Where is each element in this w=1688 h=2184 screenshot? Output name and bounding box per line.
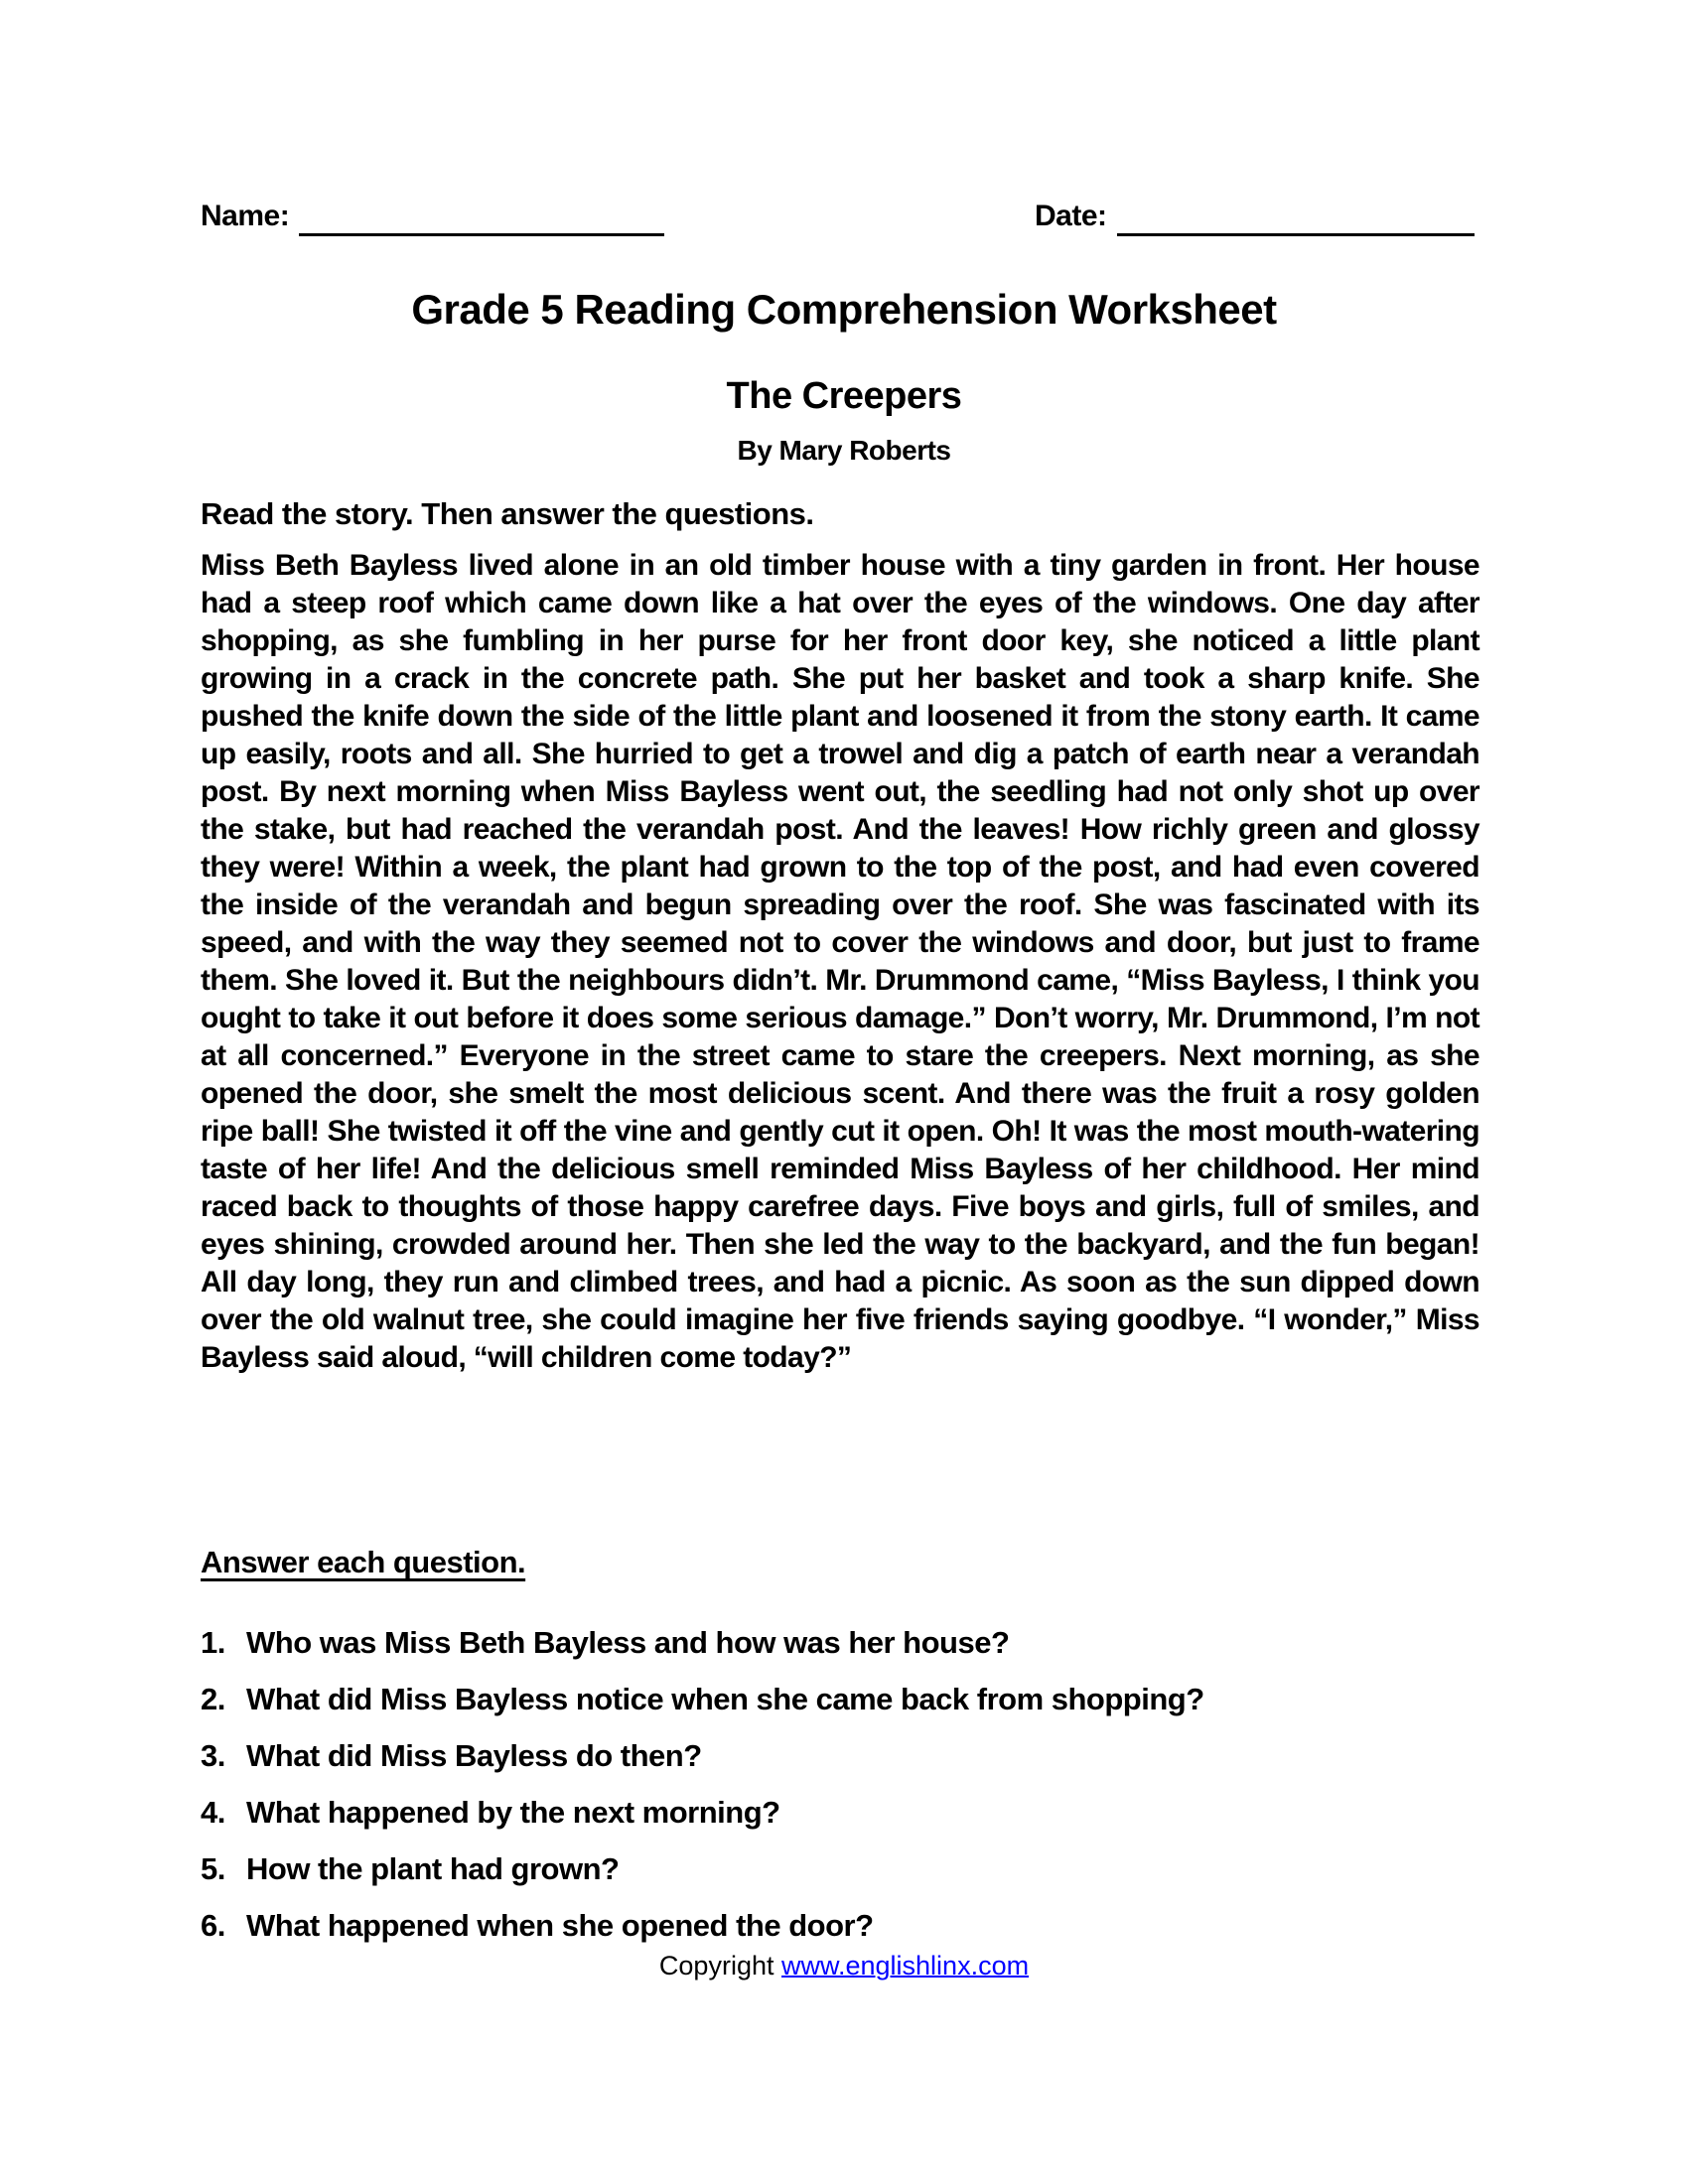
question-row-5 — [201, 1852, 1479, 1885]
answer-heading: Answer each question. — [201, 1545, 526, 1579]
question-text: Who was Miss Beth Bayless and how was her house? — [246, 1625, 1010, 1660]
copyright-link[interactable]: www.englishlinx.com — [780, 1951, 1030, 1980]
story-byline: By Mary Roberts — [737, 435, 951, 466]
footer — [0, 1951, 1688, 1981]
question-list — [201, 1626, 1479, 1966]
story-text: Miss Beth Bayless lived alone in an old timber house with a tiny garden in front. Her house had a steep roof which came down like a hat over the eyes of the windows. One day after shopping, as she fumbling in her purse for her front door key, she noticed a little plant growing in a crack in the concrete path. She put her basket and took a sharp knife. She pushed the knife down the side of the little plant and loosened it from the stony earth. It came up easily, roots and all. She hurried to get a trowel and dig a patch of earth near a verandah post. By next morning when Miss Bayless went out, the seedling had not only shot up over the stake, but had reached the verandah post. And the leaves! How richly green and glossy they were! Within a week, the plant had grown to the top of the post, and had even covered the inside of the verandah and begun spreading over the roof. She was fascinated with its speed, and with the way they seemed not to cover the windows and door, but just to frame them. She loved it. But the neighbours didn’t. Mr. Drummond came, “Miss Bayless, I think you ought to take it out before it does some serious damage.” Don’t worry, Mr. Drummond, I’m not at all concerned.” Everyone in the street came to stare the creepers. Next morning, as she opened the door, she smelt the most delicious scent. And there was the fruit a rosy golden ripe ball! She twisted it off the vine and gently cut it open. Oh! It was the most mouth-watering taste of her life! And the delicious smell reminded Miss Bayless of her childhood. Her mind raced back to thoughts of those happy carefree days. Five boys and girls, full of smiles, and eyes shining, crowded around her. Then she led the way to the backyard, and the fun began! All day long, they run and climbed trees, and had a picnic. As soon as the sun dipped down over the old walnut tree, she could imagine her five friends saying goodbye. “I wonder,” Miss Bayless said aloud, “will children come today?” — [201, 549, 1479, 1374]
question-text: How the plant had grown? — [246, 1851, 620, 1886]
date-label: Date: — [1035, 200, 1107, 232]
question-number: 6. — [201, 1908, 225, 1943]
question-text: What happened by the next morning? — [246, 1795, 780, 1830]
question-number: 1. — [201, 1625, 225, 1660]
date-blank-line[interactable] — [1117, 197, 1475, 236]
worksheet-title: Grade 5 Reading Comprehension Worksheet — [411, 286, 1277, 333]
name-blank-line[interactable] — [299, 197, 664, 236]
question-text: What did Miss Bayless do then? — [246, 1738, 702, 1773]
question-row-6 — [201, 1909, 1479, 1942]
question-number: 2. — [201, 1682, 225, 1716]
question-row-2 — [201, 1683, 1479, 1715]
story-title: The Creepers — [726, 375, 962, 417]
question-row-3 — [201, 1739, 1479, 1772]
question-number: 3. — [201, 1738, 225, 1773]
question-number: 4. — [201, 1795, 225, 1830]
copyright-label: Copyright — [658, 1951, 781, 1980]
question-number: 5. — [201, 1851, 225, 1886]
story-instructions: Read the story. Then answer the questions. — [201, 496, 814, 531]
header-row — [201, 197, 1479, 244]
question-row-1 — [201, 1626, 1479, 1659]
date-field — [1035, 197, 1475, 236]
name-field — [201, 197, 664, 236]
question-row-4 — [201, 1796, 1479, 1829]
question-text: What happened when she opened the door? — [246, 1908, 874, 1943]
name-label: Name: — [201, 200, 290, 232]
question-text: What did Miss Bayless notice when she came back from shopping? — [246, 1682, 1204, 1716]
